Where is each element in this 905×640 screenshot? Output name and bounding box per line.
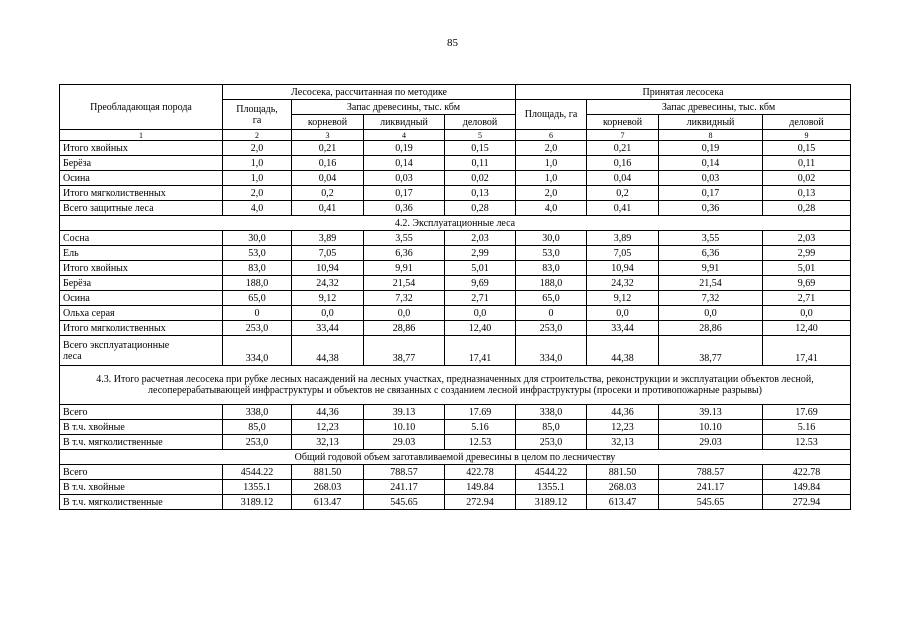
value-cell: 0,17 [659,186,763,201]
value-cell: 3,89 [292,231,364,246]
section-heading: 4.3. Итого расчетная лесосека при рубке лесных насаждений на лесных участках, предназначенных для строительства, реконструкции и эксплуатации объектов лесной, лесоперерабатывающей инфраструктуры и объектов не связанных с созданием лесной инфраструктуры (просеки и противопожарные разрывы) [60,366,851,405]
value-cell: 334,0 [223,336,292,366]
value-cell: 0,36 [364,201,445,216]
value-cell: 613.47 [292,495,364,510]
value-cell: 0,02 [763,171,851,186]
value-cell: 24,32 [292,276,364,291]
table-row [60,246,851,261]
value-cell: 10.10 [659,420,763,435]
value-cell: 0,0 [364,306,445,321]
value-cell: 24,32 [587,276,659,291]
table-row [60,366,851,405]
value-cell: 253,0 [516,435,587,450]
business-header: деловой [445,115,516,130]
row-label: Осина [60,171,223,186]
row-label: Итого мягколиственных [60,186,223,201]
row-label: Осина [60,291,223,306]
value-cell: 2,03 [763,231,851,246]
value-cell: 881.50 [292,465,364,480]
value-cell: 44,36 [587,405,659,420]
row-label: В т.ч. мягколиственные [60,495,223,510]
value-cell: 2,71 [445,291,516,306]
root-header: корневой [587,115,659,130]
value-cell: 0,15 [445,141,516,156]
harvest-table [59,84,851,510]
value-cell: 149.84 [763,480,851,495]
value-cell: 7,05 [587,246,659,261]
table-row [60,336,851,366]
table-row [60,450,851,465]
value-cell: 39.13 [659,405,763,420]
table-row [60,306,851,321]
value-cell: 241.17 [659,480,763,495]
value-cell: 3,55 [659,231,763,246]
value-cell: 0,02 [445,171,516,186]
value-cell: 1355.1 [516,480,587,495]
value-cell: 17.69 [445,405,516,420]
value-cell: 334,0 [516,336,587,366]
value-cell: 85,0 [516,420,587,435]
business-header: деловой [763,115,851,130]
area-line1: Площадь, [236,103,278,115]
value-cell: 0,0 [292,306,364,321]
value-cell: 32,13 [292,435,364,450]
value-cell: 21,54 [364,276,445,291]
value-cell: 9,69 [763,276,851,291]
value-cell: 17.69 [763,405,851,420]
row-label: Итого мягколиственных [60,321,223,336]
value-cell: 21,54 [659,276,763,291]
value-cell: 0 [223,306,292,321]
table-row [60,435,851,450]
row-label [60,336,223,366]
value-cell: 29.03 [364,435,445,450]
value-cell: 788.57 [659,465,763,480]
value-cell: 272.94 [763,495,851,510]
page-number: 85 [447,37,458,49]
value-cell: 3,89 [587,231,659,246]
value-cell: 0,0 [445,306,516,321]
value-cell: 5,01 [763,261,851,276]
value-cell: 0,2 [587,186,659,201]
row-label: Берёза [60,276,223,291]
table-row [60,201,851,216]
value-cell: 6,36 [364,246,445,261]
value-cell: 5.16 [763,420,851,435]
area-header-method [223,100,292,130]
value-cell: 85,0 [223,420,292,435]
row-label: Всего защитные леса [60,201,223,216]
value-cell: 33,44 [587,321,659,336]
value-cell: 253,0 [223,435,292,450]
value-cell: 0,0 [659,306,763,321]
value-cell: 65,0 [223,291,292,306]
column-index: 3 [292,130,364,141]
value-cell: 10,94 [292,261,364,276]
value-cell: 2,03 [445,231,516,246]
table-row [60,465,851,480]
section-heading: Общий годовой объем заготавливаемой древесины в целом по лесничеству [60,450,851,465]
value-cell: 0,21 [587,141,659,156]
value-cell: 0,03 [364,171,445,186]
table-row [60,231,851,246]
value-cell: 44,38 [587,336,659,366]
value-cell: 53,0 [223,246,292,261]
value-cell: 2,71 [763,291,851,306]
value-cell: 12,23 [587,420,659,435]
value-cell: 1,0 [223,156,292,171]
value-cell: 29.03 [659,435,763,450]
accepted-group-header: Принятая лесосека [516,85,851,100]
value-cell: 3,55 [364,231,445,246]
liquid-header: ликвидный [364,115,445,130]
row-label: Ольха серая [60,306,223,321]
value-cell: 338,0 [223,405,292,420]
value-cell: 0,0 [587,306,659,321]
value-cell: 6,36 [659,246,763,261]
value-cell: 0,16 [587,156,659,171]
table-row [60,495,851,510]
value-cell: 0,03 [659,171,763,186]
value-cell: 0,0 [763,306,851,321]
value-cell: 788.57 [364,465,445,480]
value-cell: 65,0 [516,291,587,306]
row-label: Итого хвойных [60,261,223,276]
value-cell: 0,14 [364,156,445,171]
value-cell: 268.03 [587,480,659,495]
value-cell: 2,0 [516,186,587,201]
value-cell: 4544.22 [223,465,292,480]
value-cell: 5,01 [445,261,516,276]
value-cell: 3189.12 [223,495,292,510]
column-index: 2 [223,130,292,141]
value-cell: 2,99 [763,246,851,261]
value-cell: 0,41 [292,201,364,216]
value-cell: 545.65 [659,495,763,510]
value-cell: 0,28 [445,201,516,216]
value-cell: 10.10 [364,420,445,435]
table-row [60,405,851,420]
species-header: Преобладающая порода [60,85,223,130]
value-cell: 0,21 [292,141,364,156]
table-row [60,261,851,276]
section-heading: 4.2. Эксплуатационные леса [60,216,851,231]
value-cell: 0,19 [364,141,445,156]
value-cell: 253,0 [223,321,292,336]
value-cell: 0,15 [763,141,851,156]
table-row [60,171,851,186]
value-cell: 12.53 [445,435,516,450]
table-row [60,480,851,495]
value-cell: 545.65 [364,495,445,510]
value-cell: 0,16 [292,156,364,171]
value-cell: 272.94 [445,495,516,510]
value-cell: 39.13 [364,405,445,420]
value-cell: 1,0 [516,171,587,186]
value-cell: 0,11 [763,156,851,171]
column-index: 6 [516,130,587,141]
value-cell: 4,0 [516,201,587,216]
table-row [60,85,851,100]
value-cell: 0,04 [292,171,364,186]
value-cell: 1,0 [516,156,587,171]
table-row [60,186,851,201]
value-cell: 1,0 [223,171,292,186]
value-cell: 38,77 [659,336,763,366]
value-cell: 338,0 [516,405,587,420]
value-cell: 12.53 [763,435,851,450]
value-cell: 10,94 [587,261,659,276]
value-cell: 44,36 [292,405,364,420]
value-cell: 0,11 [445,156,516,171]
total-label-line2: леса [63,350,82,362]
value-cell: 83,0 [223,261,292,276]
row-label: Ель [60,246,223,261]
value-cell: 2,0 [223,141,292,156]
value-cell: 0,19 [659,141,763,156]
value-cell: 9,91 [364,261,445,276]
root-header: корневой [292,115,364,130]
value-cell: 28,86 [364,321,445,336]
value-cell: 83,0 [516,261,587,276]
value-cell: 2,0 [516,141,587,156]
value-cell: 9,12 [587,291,659,306]
table-row [60,216,851,231]
column-index: 1 [60,130,223,141]
value-cell: 188,0 [516,276,587,291]
table-row [60,321,851,336]
row-label: В т.ч. мягколиственные [60,435,223,450]
value-cell: 30,0 [223,231,292,246]
column-index: 7 [587,130,659,141]
value-cell: 613.47 [587,495,659,510]
table-row [60,141,851,156]
area-line2: га [252,114,262,126]
value-cell: 17,41 [445,336,516,366]
value-cell: 0,2 [292,186,364,201]
row-label: Сосна [60,231,223,246]
row-label: Берёза [60,156,223,171]
value-cell: 44,38 [292,336,364,366]
value-cell: 2,99 [445,246,516,261]
value-cell: 0,36 [659,201,763,216]
value-cell: 3189.12 [516,495,587,510]
total-label-line1: Всего эксплуатационные [63,339,170,351]
liquid-header: ликвидный [659,115,763,130]
row-label: В т.ч. хвойные [60,480,223,495]
row-label: Итого хвойных [60,141,223,156]
value-cell: 7,32 [659,291,763,306]
value-cell: 9,69 [445,276,516,291]
value-cell: 241.17 [364,480,445,495]
value-cell: 0,41 [587,201,659,216]
column-index: 9 [763,130,851,141]
value-cell: 12,40 [445,321,516,336]
value-cell: 5.16 [445,420,516,435]
value-cell: 422.78 [445,465,516,480]
value-cell: 9,91 [659,261,763,276]
volume-header-method: Запас древесины, тыс. кбм [292,100,516,115]
area-header-accepted: Площадь, га [516,100,587,130]
column-index: 5 [445,130,516,141]
value-cell: 12,23 [292,420,364,435]
value-cell: 12,40 [763,321,851,336]
value-cell: 2,0 [223,186,292,201]
table-row [60,276,851,291]
volume-header-accepted: Запас древесины, тыс. кбм [587,100,851,115]
value-cell: 0 [516,306,587,321]
value-cell: 30,0 [516,231,587,246]
row-label: В т.ч. хвойные [60,420,223,435]
value-cell: 38,77 [364,336,445,366]
row-label: Всего [60,405,223,420]
value-cell: 881.50 [587,465,659,480]
value-cell: 0,14 [659,156,763,171]
method-group-header: Лесосека, рассчитанная по методике [223,85,516,100]
table-row [60,420,851,435]
value-cell: 4544.22 [516,465,587,480]
value-cell: 0,13 [445,186,516,201]
table-row [60,156,851,171]
value-cell: 268.03 [292,480,364,495]
value-cell: 149.84 [445,480,516,495]
value-cell: 188,0 [223,276,292,291]
table-row [60,130,851,141]
value-cell: 0,28 [763,201,851,216]
value-cell: 253,0 [516,321,587,336]
value-cell: 53,0 [516,246,587,261]
value-cell: 7,05 [292,246,364,261]
value-cell: 0,13 [763,186,851,201]
column-index: 8 [659,130,763,141]
table-row [60,291,851,306]
value-cell: 422.78 [763,465,851,480]
value-cell: 0,04 [587,171,659,186]
column-index: 4 [364,130,445,141]
value-cell: 33,44 [292,321,364,336]
value-cell: 17,41 [763,336,851,366]
value-cell: 9,12 [292,291,364,306]
value-cell: 4,0 [223,201,292,216]
value-cell: 7,32 [364,291,445,306]
value-cell: 1355.1 [223,480,292,495]
value-cell: 32,13 [587,435,659,450]
value-cell: 28,86 [659,321,763,336]
value-cell: 0,17 [364,186,445,201]
row-label: Всего [60,465,223,480]
